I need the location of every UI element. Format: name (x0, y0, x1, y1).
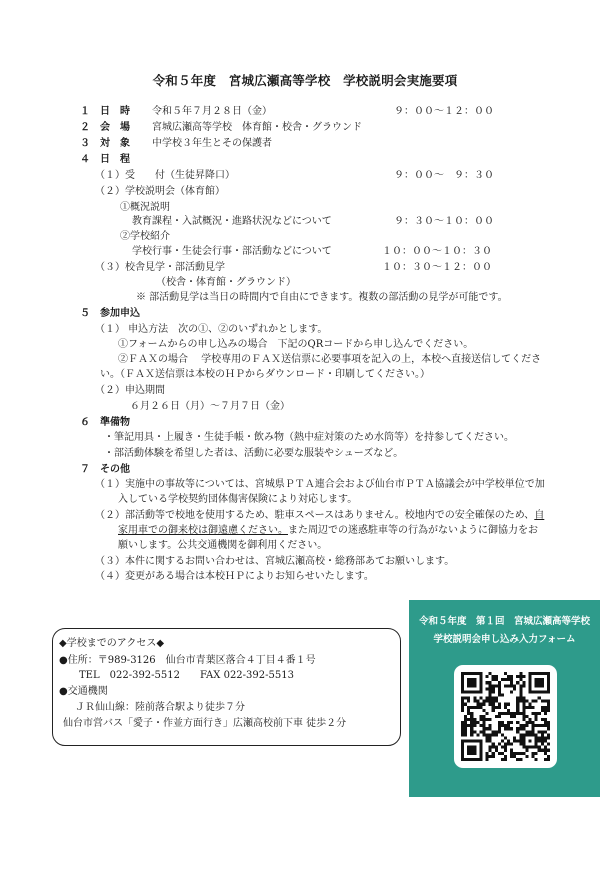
schedule-reception-time: ９：００～ ９：３０ (394, 170, 494, 181)
schedule-tour: （３）校舎見学・部活動見学 (95, 262, 225, 273)
apply-fax: ②ＦＡＸの場合 学校専用のＦＡＸ送信票に必要事項を記入の上，本校へ直接送信してくださ (118, 354, 542, 365)
section-7-number: ７ (80, 464, 90, 475)
apply-fax-note: い。（ＦＡＸ送信票は本校のＨＰからダウンロード・印刷してください。） (100, 369, 430, 380)
section-2-label: 会 場 (100, 122, 130, 133)
apply-period: （２）申込期間 (95, 385, 165, 396)
access-phone: TEL 022-392-5512 FAX 022-392-5513 (79, 670, 294, 681)
section-5-number: ５ (80, 308, 90, 319)
other-note-3: （３）本件に関するお問い合わせは、宮城広瀬高校・総務部あてお願いします。 (95, 556, 455, 567)
qr-form-panel (409, 600, 600, 797)
section-3-label: 対 象 (100, 138, 130, 149)
other-note-2-end: 願いします。公共交通機関を御利用ください。 (118, 540, 328, 551)
other-note-2: （２）部活動等で校地を使用するため、駐車スペースはありません。校地内での安全確保のため、自 (95, 510, 545, 521)
schedule-intro-detail: 学校行事・生徒会行事・部活動などについて (132, 246, 332, 257)
qr-code[interactable] (461, 672, 550, 761)
schedule-briefing: （２）学校説明会（体育館） (95, 186, 225, 197)
schedule-overview: ①概況説明 (120, 202, 170, 213)
apply-form: ①フォームからの申し込みの場合 下記のQRコードから申し込んでください。 (118, 339, 474, 350)
access-address: ●住所：〒989-3126 仙台市青葉区落合４丁目４番１号 (59, 655, 316, 666)
section-5-label: 参加申込 (100, 308, 140, 319)
other-note-4: （４）変更がある場合は本校ＨＰによりお知らせいたします。 (95, 571, 374, 582)
section-2-value: 宮城広瀬高等学校 体育館・校舎・グラウンド (152, 122, 362, 133)
access-info-box (52, 628, 401, 746)
other-note-1-cont: 入している学校契約団体傷害保険により対応します。 (118, 494, 358, 505)
section-3-value: 中学校３年生とその保護者 (152, 138, 272, 149)
access-bus: 仙台市営バス「愛子・作並方面行き」広瀬高校前下車 徒歩２分 (63, 718, 347, 729)
schedule-reception: （１）受 付（生徒昇降口） (95, 170, 235, 181)
access-jr: ＪＲ仙山線：陸前落合駅より徒歩７分 (75, 702, 245, 713)
section-4-label: 日 程 (100, 154, 130, 165)
section-3-number: ３ (80, 138, 90, 149)
qr-code-frame (454, 665, 557, 768)
other-note-1: （１）実施中の事故等については、宮城県ＰＴＡ連合会および仙台市ＰＴＡ協議会が中学校単位で加 (95, 479, 545, 490)
schedule-tour-time: １０：３０～１２：００ (382, 262, 492, 273)
apply-period-value: ６月２６日（月）～７月７日（金） (130, 401, 290, 412)
section-1-time: ９：００～１２：００ (394, 106, 494, 117)
supplies-item-2: ・部活動体験を希望した者は、活動に必要な服装やシューズなど。 (104, 448, 404, 459)
apply-method: （１） 申込方法 次の①、②のいずれかとします。 (95, 324, 328, 335)
section-7-label: その他 (100, 464, 130, 475)
schedule-intro-time: １０：００～１０：３０ (382, 246, 492, 257)
other-note-2-cont: 家用車での御来校は御遠慮ください。また周辺での迷惑駐車等の行為がないように御協力をお (118, 525, 538, 536)
access-transport: ●交通機関 (59, 686, 108, 697)
access-heading: ◆学校までのアクセス◆ (59, 638, 165, 649)
schedule-tour-place: （校舎・体育館・グラウンド） (156, 277, 296, 288)
supplies-item-1: ・筆記用具・上履き・生徒手帳・飲み物（熱中症対策のため水筒等）を持参してください。 (104, 432, 514, 443)
section-6-number: ６ (80, 417, 90, 428)
schedule-overview-time: ９：３０～１０：００ (394, 216, 494, 227)
section-4-number: ４ (80, 154, 90, 165)
schedule-intro: ②学校紹介 (120, 231, 170, 242)
section-1-label: 日 時 (100, 106, 130, 117)
section-1-number: １ (80, 106, 90, 117)
section-6-label: 準備物 (100, 417, 130, 428)
section-1-value: 令和５年７月２８日（金） (152, 106, 272, 117)
schedule-tour-note: ※ 部活動見学は当日の時間内で自由にできます。複数の部活動の見学が可能です。 (136, 292, 508, 303)
qr-panel-title: 令和５年度 第１回 宮城広瀬高等学校 学校説明会申し込み入力フォーム (418, 616, 600, 645)
page-title: 令和５年度 宮城広瀬高等学校 学校説明会実施要項 (152, 73, 458, 88)
section-2-number: ２ (80, 122, 90, 133)
schedule-overview-detail: 教育課程・入試概況・進路状況などについて (132, 216, 332, 227)
